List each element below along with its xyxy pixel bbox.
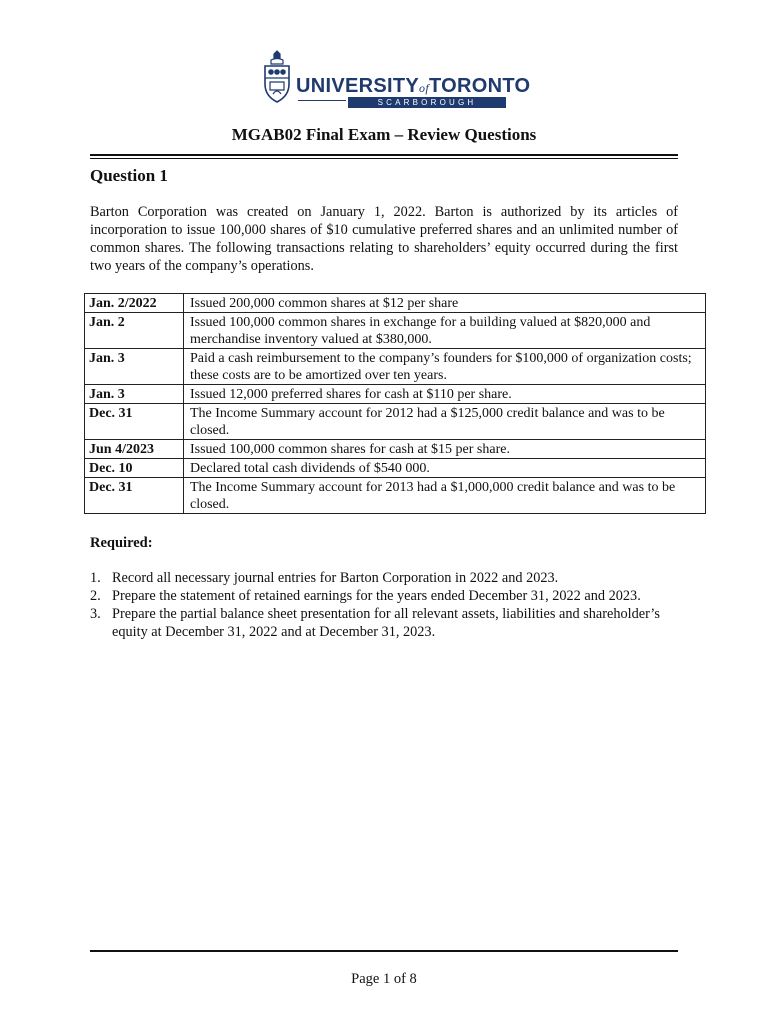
page-title: MGAB02 Final Exam – Review Questions <box>231 125 537 144</box>
transaction-date: Jan. 3 <box>85 385 184 404</box>
transaction-description: Paid a cash reimbursement to the company’s founders for $100,000 of organization costs; these costs are to be amortized over ten years. <box>184 349 706 385</box>
transaction-date: Jan. 3 <box>85 349 184 385</box>
table-row <box>85 459 706 478</box>
transaction-date: Jun 4/2023 <box>85 440 184 459</box>
table-row <box>85 385 706 404</box>
table-row <box>85 404 706 440</box>
list-item-text: Prepare the partial balance sheet presentation for all relevant assets, liabilities and shareholder’s equity at December 31, 2022 and at December 31, 2023. <box>112 606 660 640</box>
title-rule-top <box>90 154 678 156</box>
list-item-number: 3. <box>90 606 101 622</box>
transaction-description: The Income Summary account for 2013 had a $1,000,000 credit balance and was to be closed. <box>184 478 706 514</box>
university-logo <box>262 50 531 112</box>
table-row <box>85 294 706 313</box>
list-item <box>90 569 690 587</box>
transaction-date: Dec. 31 <box>85 478 184 514</box>
table-row <box>85 349 706 385</box>
list-item-number: 2. <box>90 588 101 604</box>
table-row <box>85 440 706 459</box>
transaction-date: Jan. 2 <box>85 313 184 349</box>
crest-icon <box>262 50 292 106</box>
campus-name: SCARBOROUGH <box>348 97 506 108</box>
question-heading: Question 1 <box>90 166 168 185</box>
list-item <box>90 605 690 641</box>
transaction-date: Jan. 2/2022 <box>85 294 184 313</box>
transaction-description: The Income Summary account for 2012 had a $125,000 credit balance and was to be closed. <box>184 404 706 440</box>
transaction-date: Dec. 10 <box>85 459 184 478</box>
requirements-list <box>90 569 690 641</box>
list-item-number: 1. <box>90 570 101 586</box>
transaction-date: Dec. 31 <box>85 404 184 440</box>
page-number: Page 1 of 8 <box>351 971 417 987</box>
table-row <box>85 478 706 514</box>
question-intro: Barton Corporation was created on January 1, 2022. Barton is authorized by its articles of incorporation to issue 100,000 shares of $10 cumulative preferred shares and an unlimited number of common shares. The following transactions relating to shareholders’ equity occurred during the first two years of the company’s operations. <box>90 204 678 274</box>
footer-rule <box>90 950 678 952</box>
transaction-description: Issued 12,000 preferred shares for cash at $110 per share. <box>184 385 706 404</box>
table-row <box>85 313 706 349</box>
university-name: UNIVERSITYofTORONTO <box>296 75 531 97</box>
transaction-description: Issued 200,000 common shares at $12 per share <box>184 294 706 313</box>
transaction-description: Issued 100,000 common shares in exchange for a building valued at $820,000 and merchandise inventory valued at $380,000. <box>184 313 706 349</box>
transaction-description: Declared total cash dividends of $540 000. <box>184 459 706 478</box>
required-label: Required: <box>90 535 153 551</box>
list-item <box>90 587 690 605</box>
transactions-table <box>84 293 706 514</box>
title-rule-bottom <box>90 158 678 159</box>
list-item-text: Record all necessary journal entries for Barton Corporation in 2022 and 2023. <box>112 570 559 586</box>
list-item-text: Prepare the statement of retained earnings for the years ended December 31, 2022 and 2023. <box>112 588 641 604</box>
logo-divider <box>298 100 346 101</box>
transaction-description: Issued 100,000 common shares for cash at $15 per share. <box>184 440 706 459</box>
